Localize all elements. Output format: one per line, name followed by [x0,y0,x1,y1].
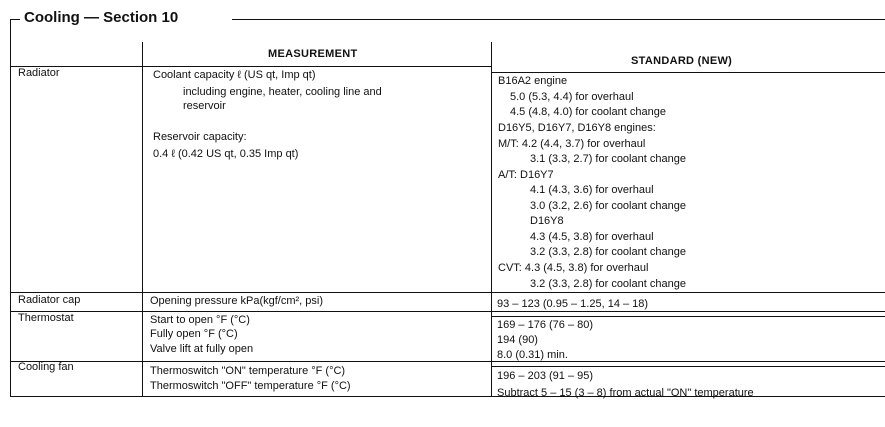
frame-bottom [10,396,885,397]
radiator-standard-line: 4.5 (4.8, 4.0) for coolant change [510,106,666,118]
radiator-standard-line: M/T: 4.2 (4.4, 3.7) for overhaul [498,138,646,150]
thermostat-measurement-line: Start to open °F (°C) [150,314,250,326]
row-divider-radiator-cap [10,311,885,312]
radiator-standard-line: A/T: D16Y7 [498,169,554,181]
radiator-standard-line: 3.0 (3.2, 2.6) for coolant change [530,200,686,212]
radiator-standard-line: B16A2 engine [498,75,568,87]
radiator-measurement-line: including engine, heater, cooling line and [183,86,382,98]
thermostat-standard-line: 194 (90) [497,334,538,346]
cooling-fan-standard-divider [491,366,885,367]
cooling-fan-standard-line: 196 – 203 (91 – 95) [497,370,594,382]
thermostat-measurement-line: Valve lift at fully open [150,343,254,355]
frame-top-right [232,19,885,20]
column-divider-item [142,42,143,396]
row-divider-radiator [10,292,885,293]
row-divider-thermostat [10,361,885,362]
header-divider [10,66,492,67]
item-cooling-fan: Cooling fan [18,361,74,373]
radiator-standard-line: CVT: 4.3 (4.5, 3.8) for overhaul [498,262,649,274]
frame-left [10,19,11,396]
radiator-cap-standard: 93 – 123 (0.95 – 1.25, 14 – 18) [497,298,649,310]
radiator-measurement-line: 0.4 ℓ (0.42 US qt, 0.35 Imp qt) [153,148,299,160]
thermostat-measurement-line: Fully open °F (°C) [150,328,238,340]
radiator-standard-line: 3.1 (3.3, 2.7) for coolant change [530,153,686,165]
header-divider-standard [491,72,885,73]
thermostat-standard-divider [491,316,885,317]
item-radiator-cap: Radiator cap [18,294,81,306]
item-thermostat: Thermostat [18,312,74,324]
section-title: Cooling — Section 10 [20,9,182,27]
radiator-standard-line: D16Y5, D16Y7, D16Y8 engines: [498,122,656,134]
cooling-fan-measurement-line: Thermoswitch "OFF" temperature °F (°C) [150,380,351,392]
cooling-fan-standard-line: Subtract 5 – 15 (3 – 8) from actual "ON" temperature [497,387,754,399]
radiator-cap-measurement: Opening pressure kPa(kgf/cm², psi) [150,295,324,307]
item-radiator: Radiator [18,67,60,79]
radiator-standard-line: D16Y8 [530,215,564,227]
radiator-standard-line: 4.1 (4.3, 3.6) for overhaul [530,184,654,196]
header-measurement: MEASUREMENT [268,48,358,60]
radiator-standard-line: 5.0 (5.3, 4.4) for overhaul [510,91,634,103]
thermostat-standard-line: 8.0 (0.31) min. [497,349,568,361]
radiator-standard-line: 3.2 (3.3, 2.8) for coolant change [530,278,686,290]
thermostat-standard-line: 169 – 176 (76 – 80) [497,319,594,331]
radiator-standard-line: 3.2 (3.3, 2.8) for coolant change [530,246,686,258]
radiator-measurement-line: Reservoir capacity: [153,131,247,143]
radiator-standard-line: 4.3 (4.5, 3.8) for overhaul [530,231,654,243]
radiator-measurement-line: reservoir [183,100,226,112]
radiator-measurement-line: Coolant capacity ℓ (US qt, Imp qt) [153,69,316,81]
cooling-fan-measurement-line: Thermoswitch "ON" temperature °F (°C) [150,365,346,377]
column-divider-standard [491,42,492,396]
header-standard: STANDARD (NEW) [631,55,733,67]
